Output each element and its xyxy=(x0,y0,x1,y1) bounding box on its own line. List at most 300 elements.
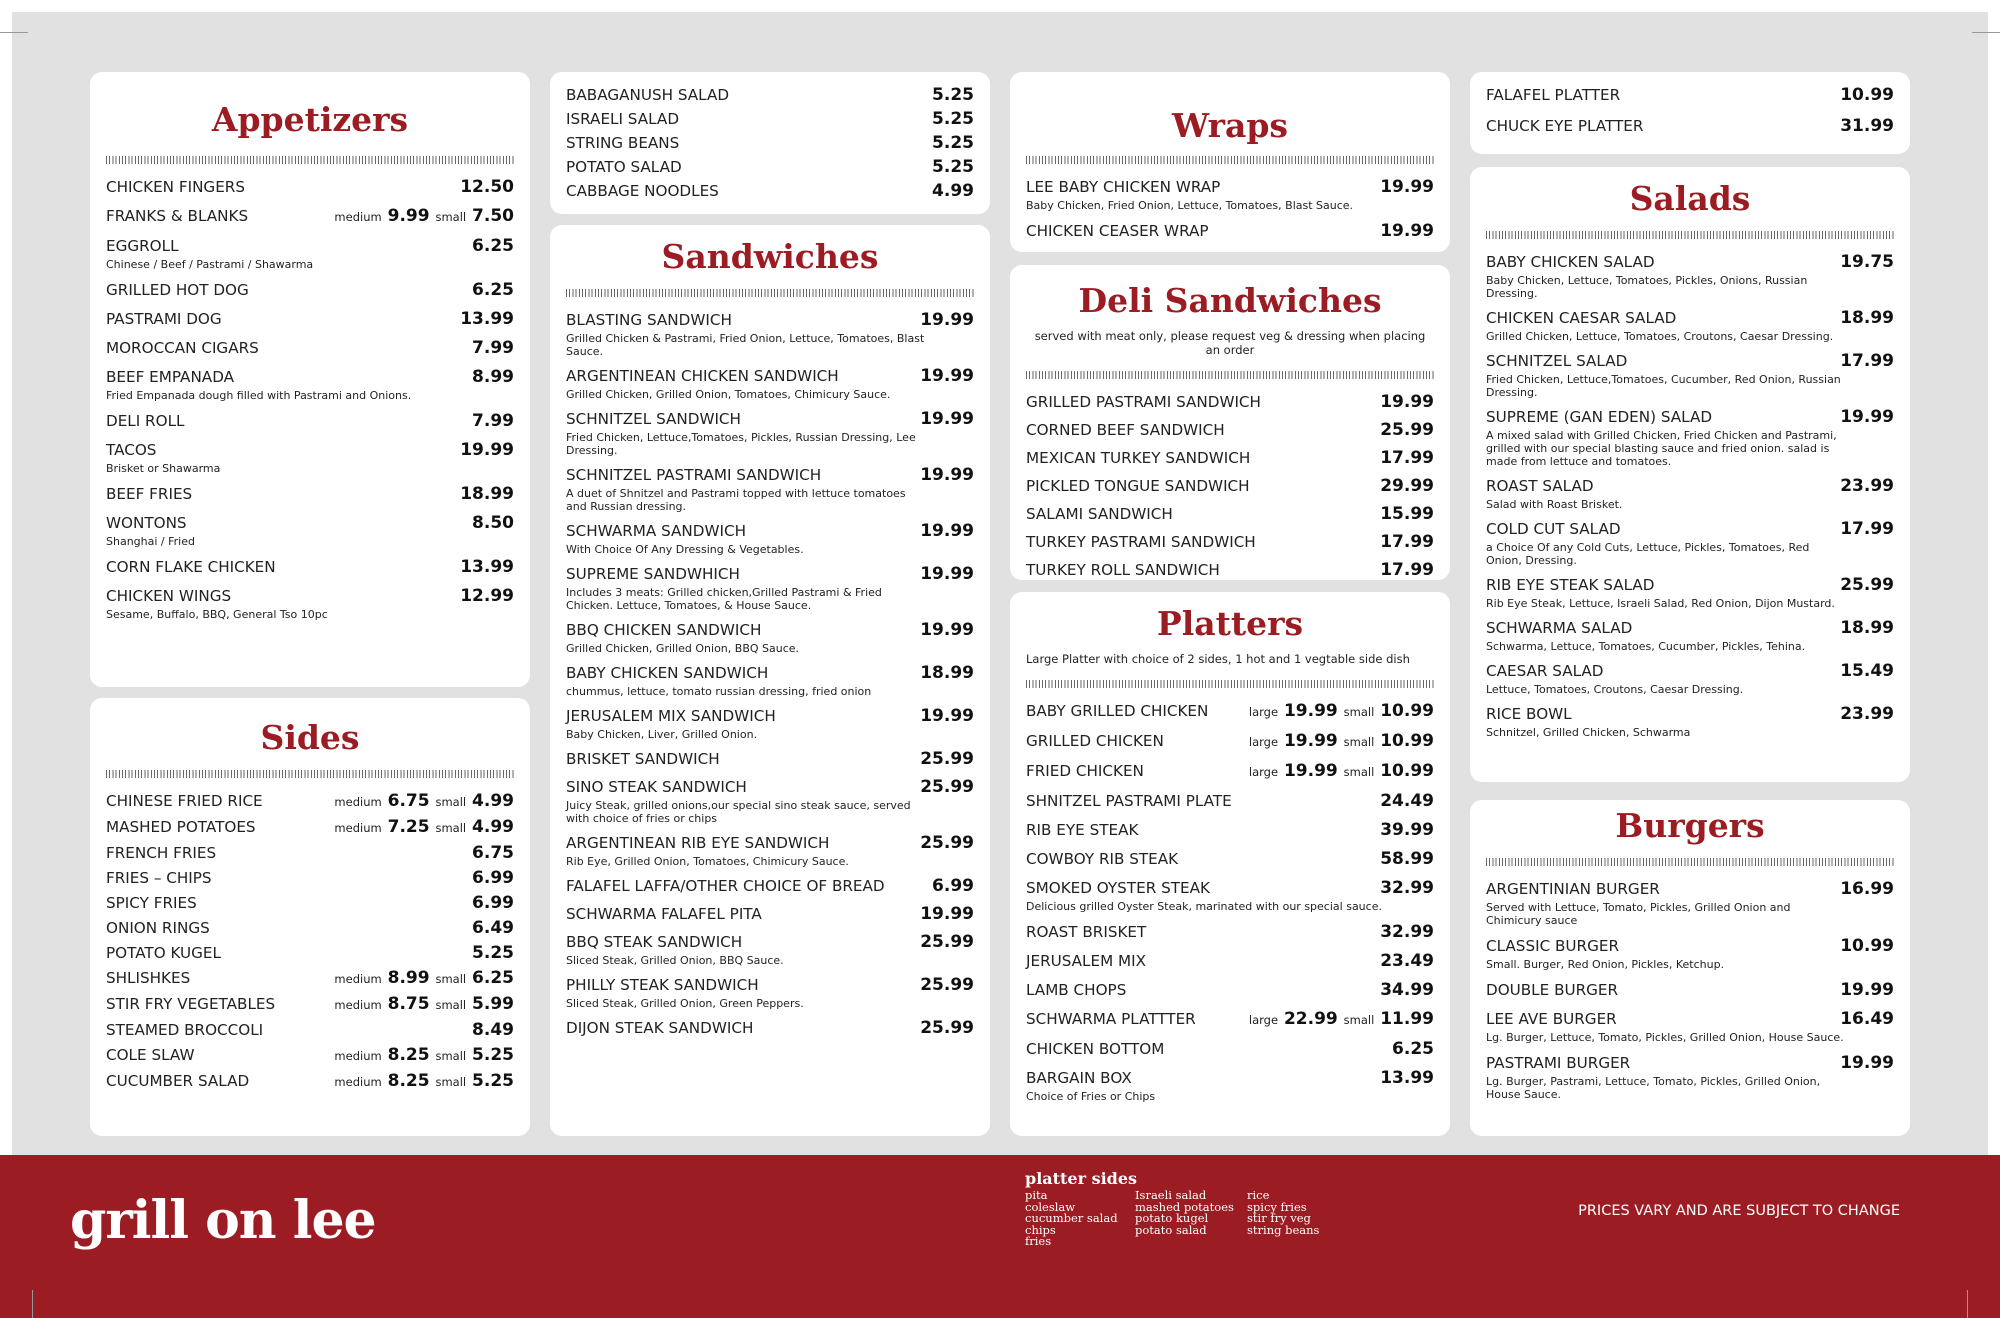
menu-item-row xyxy=(566,158,974,177)
item-description: Grilled Chicken, Lettuce, Tomatoes, Croutons, Caesar Dressing. xyxy=(1486,330,1834,343)
menu-item-row xyxy=(1486,86,1894,105)
menu-item-row xyxy=(106,969,514,989)
item-price: 19.99 xyxy=(920,366,974,386)
item-price: 13.99 xyxy=(460,309,514,329)
menu-item-row xyxy=(106,368,514,387)
menu-item-row xyxy=(106,869,514,888)
item-name: CORN FLAKE CHICKEN xyxy=(106,558,276,576)
item-price: 8.99 xyxy=(472,367,514,387)
item-name: GRILLED PASTRAMI SANDWICH xyxy=(1026,393,1261,411)
item-name: BEEF FRIES xyxy=(106,485,193,503)
menu-item xyxy=(1026,702,1434,722)
item-price: 58.99 xyxy=(1380,849,1434,869)
item-name: CAESAR SALAD xyxy=(1486,662,1604,680)
sides-card xyxy=(90,698,530,1136)
menu-item-row xyxy=(106,1072,514,1092)
menu-item xyxy=(566,778,974,825)
menu-item-row xyxy=(106,587,514,606)
item-name: RIB EYE STEAK xyxy=(1026,821,1139,839)
menu-item xyxy=(106,995,514,1015)
item-price: 5.25 xyxy=(932,109,974,129)
item-price: 25.99 xyxy=(920,975,974,995)
item-description: Lettuce, Tomatoes, Croutons, Caesar Dressing. xyxy=(1486,683,1744,696)
item-price: 15.99 xyxy=(1380,504,1434,524)
menu-item-row xyxy=(1486,520,1894,539)
item-price: 17.99 xyxy=(1380,532,1434,552)
menu-item xyxy=(1026,393,1434,412)
menu-item-row xyxy=(1026,178,1434,197)
item-name: PICKLED TONGUE SANDWICH xyxy=(1026,477,1250,495)
item-name: COLD CUT SALAD xyxy=(1486,520,1621,538)
menu-item xyxy=(106,1072,514,1092)
menu-item-row xyxy=(1026,421,1434,440)
item-name: BARGAIN BOX xyxy=(1026,1069,1132,1087)
small-label: small xyxy=(435,795,467,809)
medium-label: medium xyxy=(334,821,382,835)
menu-item-row xyxy=(1026,702,1434,722)
item-price xyxy=(1249,702,1434,722)
menu-item-row xyxy=(566,933,974,952)
item-name: POTATO KUGEL xyxy=(106,944,221,962)
item-description: Sliced Steak, Grilled Onion, Green Peppers. xyxy=(566,997,804,1010)
menu-item-row xyxy=(106,944,514,963)
platter-side: cucumber salad xyxy=(1025,1211,1118,1225)
item-name: SMOKED OYSTER STEAK xyxy=(1026,879,1210,897)
item-price: 25.99 xyxy=(1380,420,1434,440)
item-price: 34.99 xyxy=(1380,980,1434,1000)
item-price: 8.49 xyxy=(472,1020,514,1040)
menu-item-row xyxy=(1026,449,1434,468)
menu-item-row xyxy=(566,707,974,726)
menu-item-row xyxy=(106,1021,514,1040)
small-price: 10.99 xyxy=(1380,761,1434,781)
menu-item xyxy=(566,621,974,655)
item-name: CABBAGE NOODLES xyxy=(566,182,719,200)
item-price: 7.99 xyxy=(472,411,514,431)
item-name: SUPREME SANDWHICH xyxy=(566,565,740,583)
item-price xyxy=(1249,762,1434,782)
item-price: 32.99 xyxy=(1380,922,1434,942)
item-description: Juicy Steak, grilled onions,our special sino steak sauce, served with choice of fries or chips xyxy=(566,799,911,825)
item-name: PASTRAMI BURGER xyxy=(1486,1054,1631,1072)
menu-item xyxy=(106,412,514,431)
item-description: Fried Chicken, Lettuce,Tomatoes, Cucumber, Red Onion, Russian Dressing. xyxy=(1486,373,1841,399)
menu-item xyxy=(1486,253,1894,300)
item-name: SHLISHKES xyxy=(106,969,191,987)
item-name: BBQ STEAK SANDWICH xyxy=(566,933,743,951)
item-price: 13.99 xyxy=(1380,1068,1434,1088)
menu-item xyxy=(566,565,974,612)
medium-price: 8.99 xyxy=(387,968,430,988)
menu-item xyxy=(566,158,974,177)
medium-label: medium xyxy=(334,210,382,224)
platter-side: rice xyxy=(1247,1188,1270,1202)
menu-item xyxy=(566,707,974,741)
menu-item-row xyxy=(106,919,514,938)
item-name: POTATO SALAD xyxy=(566,158,682,176)
item-name: GRILLED HOT DOG xyxy=(106,281,249,299)
menu-item xyxy=(106,919,514,938)
menu-item-row xyxy=(566,110,974,129)
item-price xyxy=(1249,1010,1434,1030)
item-name: SPICY FRIES xyxy=(106,894,197,912)
medium-price: 9.99 xyxy=(387,206,430,226)
item-price: 19.99 xyxy=(920,620,974,640)
item-price: 19.99 xyxy=(920,310,974,330)
item-price: 6.99 xyxy=(932,876,974,896)
item-name: MEXICAN TURKEY SANDWICH xyxy=(1026,449,1251,467)
menu-item xyxy=(106,310,514,329)
menu-item-row xyxy=(1026,533,1434,552)
item-name: SCHNITZEL SANDWICH xyxy=(566,410,741,428)
divider xyxy=(566,289,974,297)
deli-sandwiches-title: Deli Sandwiches xyxy=(1078,281,1382,320)
platter-side: Israeli salad xyxy=(1135,1188,1207,1202)
menu-item-row xyxy=(566,1019,974,1038)
crop-mark xyxy=(0,32,28,33)
item-price: 19.99 xyxy=(1840,407,1894,427)
menu-item-row xyxy=(106,792,514,812)
menu-item xyxy=(106,281,514,300)
large-label: large xyxy=(1248,735,1279,749)
platter-side: chips xyxy=(1025,1222,1056,1237)
item-price: 6.25 xyxy=(472,236,514,256)
item-price: 6.25 xyxy=(1392,1039,1434,1059)
platter-sides-col-3 xyxy=(1247,1190,1319,1236)
menu-item xyxy=(1026,421,1434,440)
item-name: CHICKEN FINGERS xyxy=(106,178,245,196)
menu-item-row xyxy=(566,182,974,201)
item-price: 4.99 xyxy=(932,181,974,201)
menu-item-row xyxy=(106,441,514,460)
item-name: FALAFEL PLATTER xyxy=(1486,86,1621,104)
item-description: Fried Empanada dough filled with Pastrami and Onions. xyxy=(106,389,412,402)
item-name: SCHWARMA FALAFEL PITA xyxy=(566,905,762,923)
item-name: EGGROLL xyxy=(106,237,179,255)
item-price xyxy=(334,207,514,227)
medium-price: 8.25 xyxy=(387,1045,430,1065)
menu-item xyxy=(106,207,514,227)
menu-item xyxy=(106,894,514,913)
menu-item xyxy=(566,466,974,513)
menu-item xyxy=(1026,821,1434,840)
item-price: 25.99 xyxy=(920,932,974,952)
menu-item-row xyxy=(566,834,974,853)
menu-item xyxy=(566,367,974,401)
medium-price: 8.75 xyxy=(387,994,430,1014)
menu-item-row xyxy=(566,877,974,896)
menu-item xyxy=(1486,880,1894,927)
menu-item-row xyxy=(1486,477,1894,496)
menu-item xyxy=(1026,477,1434,496)
menu-item xyxy=(106,869,514,888)
medium-label: medium xyxy=(334,1075,382,1089)
item-price: 6.49 xyxy=(472,918,514,938)
item-price xyxy=(334,818,514,838)
item-price: 39.99 xyxy=(1380,820,1434,840)
item-price: 19.99 xyxy=(920,706,974,726)
divider xyxy=(106,156,514,164)
menu-item-row xyxy=(106,207,514,227)
menu-item xyxy=(566,182,974,201)
menu-item-row xyxy=(1026,879,1434,898)
small-label: small xyxy=(1343,1013,1375,1027)
platter-side: coleslaw xyxy=(1025,1199,1076,1214)
menu-item xyxy=(106,818,514,838)
platters-title: Platters xyxy=(1156,604,1304,643)
menu-item-row xyxy=(566,522,974,541)
item-price: 5.25 xyxy=(932,133,974,153)
item-price: 16.99 xyxy=(1840,879,1894,899)
item-price: 6.99 xyxy=(472,868,514,888)
item-name: SALAMI SANDWICH xyxy=(1026,505,1173,523)
menu-item xyxy=(1026,923,1434,942)
menu-item xyxy=(1486,705,1894,739)
item-description: Served with Lettuce, Tomato, Pickles, Grilled Onion and Chimicury sauce xyxy=(1486,901,1791,927)
medium-price: 7.25 xyxy=(387,817,430,837)
item-name: SCHWARMA SALAD xyxy=(1486,619,1633,637)
menu-item-row xyxy=(1026,561,1434,580)
item-description: Baby Chicken, Liver, Grilled Onion. xyxy=(566,728,758,741)
item-name: SCHNITZEL SALAD xyxy=(1486,352,1628,370)
menu-item-row xyxy=(1486,1010,1894,1029)
menu-item-row xyxy=(106,237,514,256)
item-name: CLASSIC BURGER xyxy=(1486,937,1620,955)
item-price: 19.99 xyxy=(920,465,974,485)
item-description: Choice of Fries or Chips xyxy=(1026,1090,1156,1103)
menu-item-row xyxy=(1486,937,1894,956)
item-description: Small. Burger, Red Onion, Pickles, Ketchup. xyxy=(1486,958,1725,971)
item-name: ARGENTINEAN RIB EYE SANDWICH xyxy=(566,834,830,852)
platter-side: string beans xyxy=(1247,1222,1320,1237)
item-name: FRENCH FRIES xyxy=(106,844,217,862)
menu-item xyxy=(566,110,974,129)
menu-item-row xyxy=(1486,880,1894,899)
menu-item-row xyxy=(566,621,974,640)
item-price: 23.49 xyxy=(1380,951,1434,971)
platter-side: pita xyxy=(1025,1188,1048,1202)
menu-item xyxy=(1486,619,1894,653)
menu-item xyxy=(566,664,974,698)
item-name: ARGENTINEAN CHICKEN SANDWICH xyxy=(566,367,839,385)
item-name: SCHNITZEL PASTRAMI SANDWICH xyxy=(566,466,822,484)
item-price: 17.99 xyxy=(1840,519,1894,539)
item-name: CORNED BEEF SANDWICH xyxy=(1026,421,1225,439)
menu-item xyxy=(106,178,514,197)
menu-item-row xyxy=(1486,117,1894,136)
item-description: Salad with Roast Brisket. xyxy=(1486,498,1623,511)
item-price: 24.49 xyxy=(1380,791,1434,811)
menu-item-row xyxy=(1026,1010,1434,1030)
menu-item xyxy=(106,844,514,863)
platter-sides-title: platter sides xyxy=(1025,1169,1138,1188)
sides-title: Sides xyxy=(260,718,360,757)
menu-item xyxy=(106,514,514,548)
item-description: Grilled Chicken, Grilled Onion, BBQ Sauce. xyxy=(566,642,800,655)
item-name: LAMB CHOPS xyxy=(1026,981,1127,999)
item-price xyxy=(334,792,514,812)
menu-item xyxy=(106,485,514,504)
item-name: SCHWARMA PLATTTER xyxy=(1026,1010,1196,1028)
menu-item-row xyxy=(1026,732,1434,752)
menu-item xyxy=(1026,1040,1434,1059)
menu-item xyxy=(106,969,514,989)
item-price: 8.50 xyxy=(472,513,514,533)
menu-item-row xyxy=(106,844,514,863)
small-label: small xyxy=(435,821,467,835)
medium-price: 8.25 xyxy=(387,1071,430,1091)
divider xyxy=(1486,231,1894,239)
item-name: FRANKS & BLANKS xyxy=(106,207,249,225)
platter-side: potato kugel xyxy=(1135,1211,1209,1225)
item-price: 31.99 xyxy=(1840,116,1894,136)
item-description: Schwarma, Lettuce, Tomatoes, Cucumber, Pickles, Tehina. xyxy=(1486,640,1806,653)
menu-item xyxy=(1486,408,1894,468)
menu-item xyxy=(1026,1010,1434,1030)
menu-item-row xyxy=(566,905,974,924)
menu-item-row xyxy=(106,310,514,329)
item-price: 6.99 xyxy=(472,893,514,913)
menu-item-row xyxy=(566,565,974,584)
medium-label: medium xyxy=(334,795,382,809)
item-name: STIR FRY VEGETABLES xyxy=(106,995,276,1013)
menu-item xyxy=(1486,477,1894,511)
medium-label: medium xyxy=(334,998,382,1012)
small-label: small xyxy=(435,998,467,1012)
medium-price: 6.75 xyxy=(387,791,430,811)
item-name: BABY CHICKEN SALAD xyxy=(1486,253,1655,271)
menu-item xyxy=(106,339,514,358)
item-price xyxy=(1249,732,1434,752)
item-price: 5.25 xyxy=(932,85,974,105)
item-name: DOUBLE BURGER xyxy=(1486,981,1619,999)
menu-item-row xyxy=(106,412,514,431)
menu-item xyxy=(1026,533,1434,552)
item-description: A mixed salad with Grilled Chicken, Fried Chicken and Pastrami, grilled with our special blasting sauce and fried onion. salad is made from lettuce and tomatoes. xyxy=(1486,429,1837,468)
item-name: COLE SLAW xyxy=(106,1046,195,1064)
platter-side: stir fry veg xyxy=(1247,1211,1311,1225)
menu-item-row xyxy=(1026,1069,1434,1088)
item-price xyxy=(334,1072,514,1092)
menu-item xyxy=(106,944,514,963)
item-description: Baby Chicken, Lettuce, Tomatoes, Pickles, Onions, Russian Dressing. xyxy=(1486,274,1808,300)
divider xyxy=(1026,680,1434,688)
menu-item-row xyxy=(1026,952,1434,971)
item-price: 19.99 xyxy=(1840,980,1894,1000)
item-name: SCHWARMA SANDWICH xyxy=(566,522,747,540)
item-price: 19.99 xyxy=(1380,392,1434,412)
sandwiches-title: Sandwiches xyxy=(661,237,879,276)
sandwiches-card xyxy=(550,225,990,1136)
menu-item xyxy=(1026,981,1434,1000)
small-price: 6.25 xyxy=(472,968,514,988)
divider xyxy=(1026,371,1434,379)
item-price: 18.99 xyxy=(1840,618,1894,638)
item-name: TACOS xyxy=(106,441,157,459)
menu-item-row xyxy=(1026,792,1434,811)
menu-item xyxy=(1486,86,1894,105)
item-price xyxy=(334,1046,514,1066)
item-price: 5.25 xyxy=(472,943,514,963)
platter-sides-col-2 xyxy=(1135,1190,1234,1236)
item-name: LEE BABY CHICKEN WRAP xyxy=(1026,178,1221,196)
menu-item xyxy=(106,1046,514,1066)
item-name: BABY GRILLED CHICKEN xyxy=(1026,702,1209,720)
item-price: 7.99 xyxy=(472,338,514,358)
menu-item-row xyxy=(1026,762,1434,782)
menu-item xyxy=(106,1021,514,1040)
item-name: MOROCCAN CIGARS xyxy=(106,339,259,357)
wraps-title: Wraps xyxy=(1172,106,1288,145)
item-price: 18.99 xyxy=(920,663,974,683)
menu-item xyxy=(566,134,974,153)
large-price: 22.99 xyxy=(1283,1009,1338,1029)
item-name: JERUSALEM MIX SANDWICH xyxy=(566,707,776,725)
menu-item-row xyxy=(106,894,514,913)
item-name: CHICKEN WINGS xyxy=(106,587,232,605)
menu-item-row xyxy=(106,178,514,197)
item-name: BABY CHICKEN SANDWICH xyxy=(566,664,769,682)
small-price: 5.25 xyxy=(472,1045,514,1065)
large-label: large xyxy=(1248,765,1279,779)
menu-item-row xyxy=(566,410,974,429)
menu-item-row xyxy=(566,466,974,485)
menu-item xyxy=(566,311,974,358)
deli-note: served with meat only, please request veg & dressing when placing an order xyxy=(1034,329,1426,357)
crop-mark xyxy=(1972,32,2000,33)
menu-item xyxy=(1026,178,1434,212)
item-price: 19.99 xyxy=(920,904,974,924)
item-name: COWBOY RIB STEAK xyxy=(1026,850,1179,868)
burgers-title: Burgers xyxy=(1615,806,1765,845)
menu-item-row xyxy=(1486,981,1894,1000)
menu-item-row xyxy=(1486,408,1894,427)
item-description: Sesame, Buffalo, BBQ, General Tso 10pc xyxy=(106,608,328,621)
menu-item xyxy=(1026,561,1434,580)
item-description: a Choice Of any Cold Cuts, Lettuce, Pickles, Tomatoes, Red Onion, Dressing. xyxy=(1486,541,1810,567)
item-price: 18.99 xyxy=(460,484,514,504)
menu-item-row xyxy=(1026,821,1434,840)
item-name: BEEF EMPANADA xyxy=(106,368,235,386)
menu-item xyxy=(106,441,514,475)
small-label: small xyxy=(435,972,467,986)
small-label: small xyxy=(435,1075,467,1089)
item-description: Lg. Burger, Lettuce, Tomato, Pickles, Grilled Onion, House Sauce. xyxy=(1486,1031,1844,1044)
menu-item-row xyxy=(566,664,974,683)
menu-item-row xyxy=(1486,1054,1894,1073)
item-name: PASTRAMI DOG xyxy=(106,310,222,328)
menu-item xyxy=(566,750,974,769)
item-description: A duet of Shnitzel and Pastrami topped with lettuce tomatoes and Russian dressing. xyxy=(566,487,906,513)
item-price: 19.99 xyxy=(920,409,974,429)
item-name: PHILLY STEAK SANDWICH xyxy=(566,976,759,994)
item-name: CHINESE FRIED RICE xyxy=(106,792,263,810)
platter-side: potato salad xyxy=(1135,1222,1207,1237)
menu-item-row xyxy=(566,750,974,769)
item-price: 25.99 xyxy=(1840,575,1894,595)
item-price: 25.99 xyxy=(920,1018,974,1038)
menu-item-row xyxy=(1026,477,1434,496)
menu-item-row xyxy=(1026,222,1434,241)
menu-item-row xyxy=(566,976,974,995)
menu-item xyxy=(1486,309,1894,343)
item-description: Rib Eye Steak, Lettuce, Israeli Salad, Red Onion, Dijon Mustard. xyxy=(1486,597,1835,610)
item-price: 19.75 xyxy=(1840,252,1894,272)
divider xyxy=(1026,156,1434,164)
item-name: RIB EYE STEAK SALAD xyxy=(1486,576,1655,594)
item-price: 18.99 xyxy=(1840,308,1894,328)
item-price: 19.99 xyxy=(1380,221,1434,241)
